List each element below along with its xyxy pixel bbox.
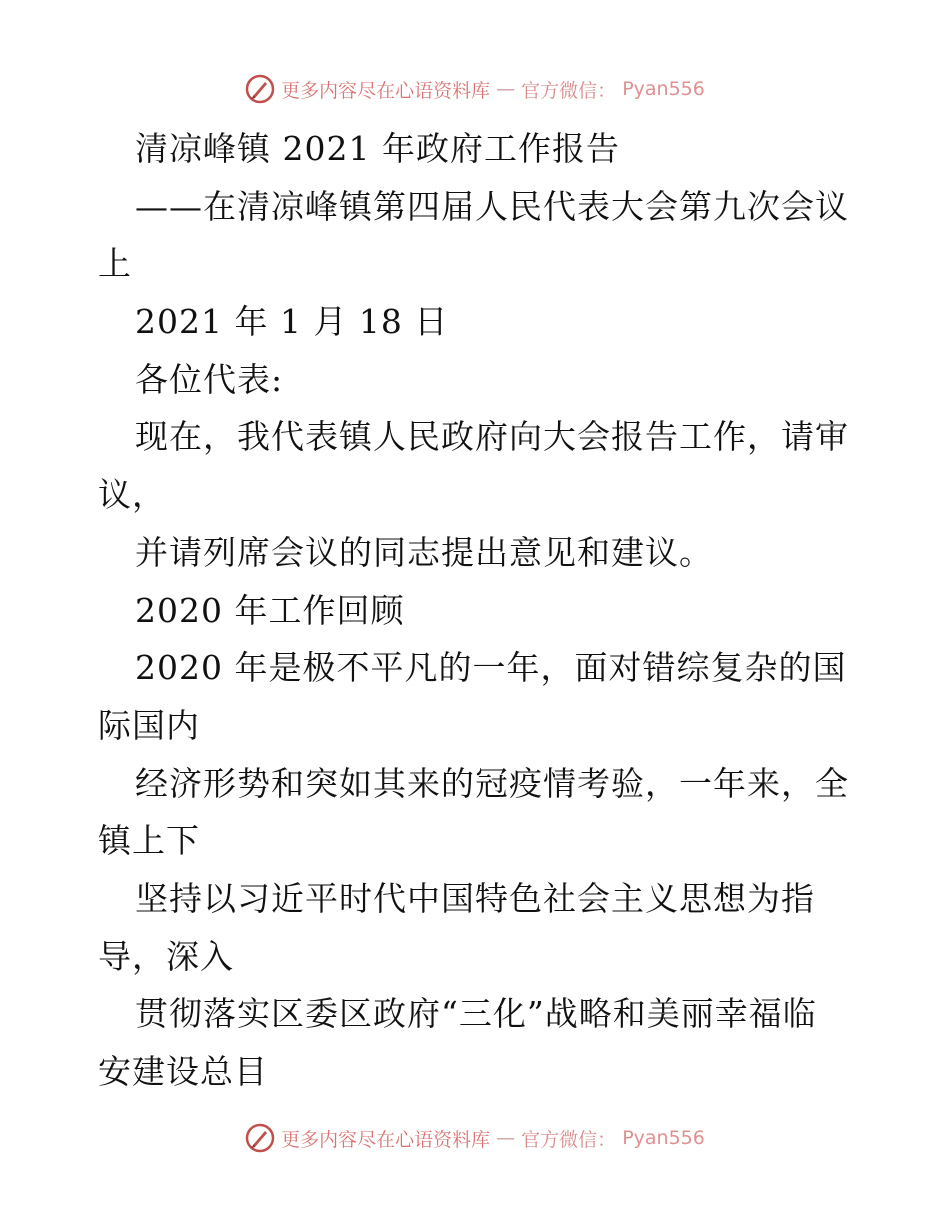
document-line: 2020 年是极不平凡的一年，面对错综复杂的国 [135, 648, 847, 688]
header-watermark [0, 74, 950, 104]
document-body [98, 120, 858, 1101]
watermark-brand: 更多内容尽在心语资料库 [281, 79, 491, 102]
quill-pen-logo-icon [245, 74, 275, 104]
document-line: 2020 年工作回顾 [135, 590, 405, 630]
quill-pen-logo-icon [245, 1123, 275, 1153]
document-line: 议， [98, 475, 166, 515]
document-line: 各位代表: [135, 359, 284, 399]
document-line: 际国内 [98, 705, 200, 745]
watermark-separator: — [496, 1127, 516, 1149]
watermark-brand: 更多内容尽在心语资料库 [281, 1128, 491, 1151]
document-line: 现在，我代表镇人民政府向大会报告工作，请审 [135, 417, 849, 457]
watermark-wechat-id: Pyan556 [622, 78, 705, 100]
watermark-wechat-label: 官方微信： [521, 79, 617, 102]
document-line: 2021 年 1 月 18 日 [135, 302, 449, 342]
document-line: 上 [98, 244, 132, 284]
watermark-wechat-label: 官方微信： [521, 1128, 617, 1151]
document-line: 安建设总目 [98, 1052, 268, 1091]
document-line: 导，深入 [98, 936, 234, 976]
document-line: 镇上下 [98, 821, 200, 861]
footer-watermark [0, 1123, 950, 1153]
document-line: ——在清凉峰镇第四届人民代表大会第九次会议 [135, 186, 849, 226]
document-line: 并请列席会议的同志提出意见和建议。 [135, 532, 713, 572]
document-line: 经济形势和突如其来的冠疫情考验，一年来，全 [135, 763, 849, 803]
watermark-separator: — [496, 78, 516, 100]
document-line: 贯彻落实区委区政府“三化”战略和美丽幸福临 [135, 994, 817, 1034]
document-line: 清凉峰镇 2021 年政府工作报告 [135, 129, 620, 168]
watermark-wechat-id: Pyan556 [622, 1127, 705, 1149]
document-line: 坚持以习近平时代中国特色社会主义思想为指 [135, 878, 815, 918]
